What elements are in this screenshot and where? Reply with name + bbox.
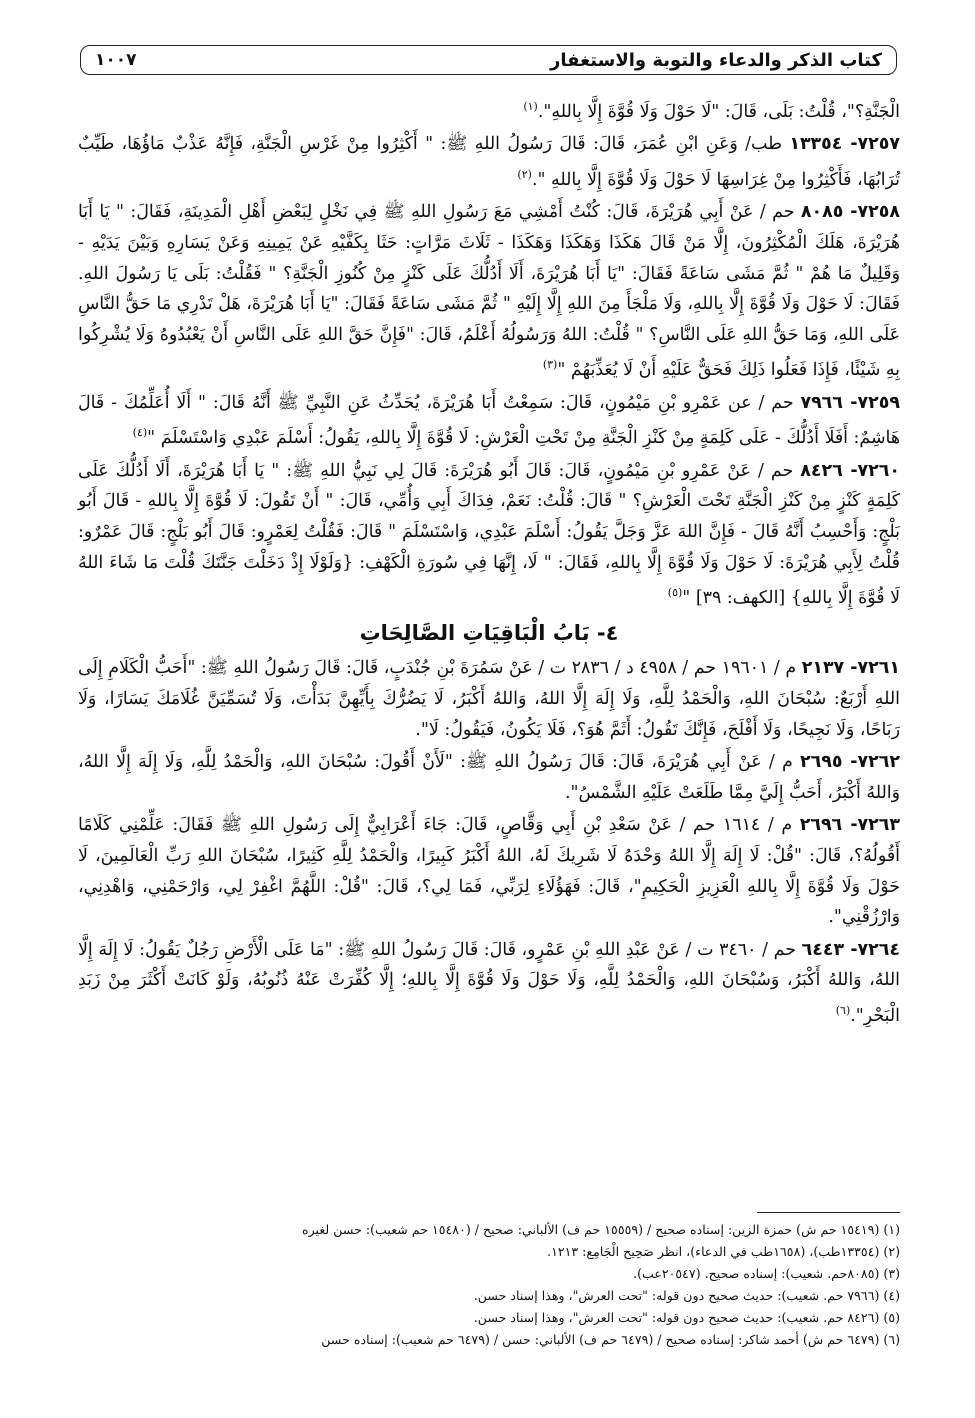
hadith-number: ٧٢٦٢- ٢٦٩٥ (800, 752, 900, 773)
hadith-paragraph (78, 456, 900, 614)
footnote-ref: (٣) (542, 358, 558, 372)
hadith-paragraph (78, 935, 900, 1032)
book-title: كتاب الذكر والدعاء والتوبة والاستغفار (550, 49, 882, 71)
hadith-number: ٧٢٦٤- ٦٤٤٣ (801, 939, 901, 960)
hadith-text: م / ١٩٦٠١ حم / ٤٩٥٨ د / ٢٨٣٦ ت / عَنْ سَمُرَةَ بْنِ جُنْدَبٍ، قَالَ: قَالَ رَسُولُ اللهِ ﷺ: "أَحَبُّ الْكَلَامِ إِلَى اللهِ أَرْبَعٌ: سُبْحَانَ اللهِ، وَالْحَمْدُ لِلَّهِ، وَلَا إِلَهَ إِلَّا اللهُ، وَاللهُ أَكْبَرُ، لَا يَضُرُّكَ بِأَيِّهِنَّ بَدَأْتَ، وَلَا تُسَمِّيَنَّ غُلَامَكَ يَسَارًا، وَلَا رَبَاحًا، وَلَا نَجِيحًا، وَلَا أَفْلَحَ، فَإِنَّكَ تَقُولُ: أَثَمَّ هُوَ؟، فَلَا يَكُونُ، فَيَقُولُ: لَا". (78, 658, 900, 740)
hadith-number: ٧٢٥٨- ٨٠٨٥ (800, 202, 900, 223)
hadith-number: ٧٢٦٠- ٨٤٢٦ (800, 460, 900, 481)
footnote: (٥) (٨٤٢٦ حم. شعيب): حديث صحيح دون قوله: "تحت العرش"، وهذا إسناد حسن. (473, 1310, 900, 1325)
footnote: (٢) (١٣٣٥٤طب)، (١٦٥٨طب في الدعاء)، انظر صَحِيح الْجَامِع: ١٢١٣. (547, 1244, 900, 1259)
hadith-paragraph (78, 197, 900, 385)
footnote-ref: (٦) (835, 1004, 851, 1018)
hadith-number: ٧٢٥٧- ١٣٣٥٤ (789, 134, 900, 155)
page-number: ١٠٠٧ (95, 50, 137, 70)
chapter-title: ٤- بَابُ الْبَاقِيَاتِ الصَّالِحَاتِ (359, 621, 619, 646)
page-body (78, 92, 900, 1033)
footnote-ref: (٥) (667, 586, 683, 600)
hadith-paragraph (78, 388, 900, 454)
hadith-paragraph (78, 747, 900, 808)
hadith-number: ٧٢٦١- ٢١٣٧ (801, 658, 900, 679)
footnote-divider (757, 1212, 900, 1213)
footnote: (٣) (٨٠٨٥حم. شعيب): إسناده صحيح. (٢٠٥٤٧عب). (633, 1266, 900, 1281)
footnote-ref: (٤) (132, 426, 148, 440)
footnote: (٦) (٦٤٧٩ حم ش) أحمد شاكر: إسناده صحيح / (٦٤٧٩ حم ف) الألباني: حسن / (٦٤٧٩ حم شعيب): إسناده حسن (321, 1332, 900, 1347)
footnotes (78, 1219, 900, 1351)
hadith-text: حم / عن عَمْرِو بْنِ مَيْمُونٍ، قَالَ: سَمِعْتُ أَبَا هُرَيْرَةَ، يُحَدِّثُ عَنِ النَّبِيِّ ﷺ أَنَّهُ قَالَ: " أَلَا أُعَلِّمُكَ - قَالَ هَاشِمٌ: أَفَلَا أَدُلُّكَ - عَلَى كَلِمَةٍ مِنْ كَنْزِ الْجَنَّةِ مِنْ تَحْتِ الْعَرْشِ: لَا قُوَّةَ إِلَّا بِاللهِ، يَقُولُ: أَسْلَمَ عَبْدِي وَاسْتَسْلَمَ " (78, 392, 900, 449)
hadith-paragraph (78, 92, 900, 127)
hadith-text: الْجَنَّةِ؟"، قُلْتُ: بَلَى، قَالَ: "لَا حَوْلَ وَلَا قُوَّةَ إِلَّا بِاللهِ". (537, 101, 900, 122)
hadith-number: ٧٢٦٣- ٢٦٩٦ (799, 815, 901, 836)
hadith-text: م / ١٦١٤ حم / عَنْ سَعْدِ بْنِ أَبِي وَقَّاصٍ، قَالَ: جَاءَ أَعْرَابِيٌّ إِلَى رَسُولِ اللهِ ﷺ فَقَالَ: عَلِّمْنِي كَلَامًا أَقُولُهُ؟، قَالَ: "قُلْ: لَا إِلَهَ إِلَّا اللهُ وَحْدَهُ لَا شَرِيكَ لَهُ، اللهُ أَكْبَرُ كَبِيرًا، وَالْحَمْدُ لِلَّهِ كَثِيرًا، سُبْحَانَ اللهِ رَبِّ الْعَالَمِينَ، لَا حَوْلَ وَلَا قُوَّةَ إِلَّا بِاللهِ الْعَزِيزِ الْحَكِيمِ"، قَالَ: فَهَؤُلَاءِ لِرَبِّي، فَمَا لِي؟، قَالَ: "قُلْ: اللَّهُمَّ اغْفِرْ لِي، وَارْحَمْنِي، وَاهْدِنِي، وَارْزُقْنِي". (78, 815, 900, 928)
hadith-text: م / عَنْ أَبِي هُرَيْرَةَ، قَالَ: قَالَ رَسُولُ اللهِ ﷺ: "لَأَنْ أَقُولَ: سُبْحَانَ اللهِ، وَالْحَمْدُ لِلَّهِ، وَلَا إِلَهَ إِلَّا اللهُ، وَاللهُ أَكْبَرُ، أَحَبُّ إِلَيَّ مِمَّا طَلَعَتْ عَلَيْهِ الشَّمْسُ". (78, 752, 900, 803)
footnote: (٤) (٧٩٦٦ حم. شعيب): حديث صحيح دون قوله: "تحت العرش"، وهذا إسناد حسن. (473, 1288, 900, 1303)
footnote-ref: (٢) (517, 167, 532, 181)
footnote-ref: (١) (523, 100, 538, 113)
hadith-text: حم / عَنْ أَبِي هُرَيْرَةَ، قَالَ: كُنْتُ أَمْشِي مَعَ رَسُولِ اللهِ ﷺ فِي نَخْلٍ لِبَعْضِ أَهْلِ الْمَدِينَةِ، فَقَالَ: " يَا أَبَا هُرَيْرَةَ، هَلَكَ الْمُكْثِرُونَ، إِلَّا مَنْ قَالَ هَكَذَا وَهَكَذَا وَهَكَذَا - ثَلَاثَ مَرَّاتٍ: حَثَا بِكَفَّيْهِ عَنْ يَمِينِهِ وَعَنْ يَسَارِهِ وَبَيْنَ يَدَيْهِ - وَقَلِيلٌ مَا هُمْ " ثُمَّ مَشَى سَاعَةً فَقَالَ: "يَا أَبَا هُرَيْرَةَ، أَلَا أَدُلُّكَ عَلَى كَنْزٍ مِنْ كُنُوزِ الْجَنَّةِ؟ " فَقُلْتُ: بَلَى يَا رَسُولَ اللهِ. فَقَالَ: لَا حَوْلَ وَلَا قُوَّةَ إِلَّا بِاللهِ، وَلَا مَلْجَأَ مِنَ اللهِ إِلَّا إِلَيْهِ " ثُمَّ مَشَى سَاعَةً فَقَالَ: "يَا أَبَا هُرَيْرَةَ، هَلْ تَدْرِي مَا حَقُّ النَّاسِ عَلَى اللهِ، وَمَا حَقُّ اللهِ عَلَى النَّاسِ؟ " قُلْتُ: اللهُ وَرَسُولُهُ أَعْلَمُ، قَالَ: "فَإِنَّ حَقَّ اللهِ عَلَى النَّاسِ أَنْ يَعْبُدُوهُ وَلَا يُشْرِكُوا بِهِ شَيْئًا، فَإِذَا فَعَلُوا ذَلِكَ فَحَقٌّ عَلَيْهِ أَنْ لَا يُعَذِّبَهُمْ " (78, 202, 900, 381)
hadith-paragraph (78, 653, 900, 745)
page-header (80, 45, 897, 75)
hadith-text: حم / عَنْ عَمْرِو بْنِ مَيْمُونٍ، قَالَ: قَالَ أَبُو هُرَيْرَةَ: قَالَ لِي نَبِيُّ اللهِ ﷺ: " يَا أَبَا هُرَيْرَةَ، أَلَا أَدُلُّكَ عَلَى كَلِمَةٍ كَنْزٍ مِنْ كَنْزِ الْجَنَّةِ تَحْتَ الْعَرْشِ؟ " قَالَ: قُلْتُ: نَعَمْ، فِدَاكَ أَبِي وَأُمِّي، قَالَ: " أَنْ تَقُولَ: لَا قُوَّةَ إِلَّا بِاللهِ - قَالَ أَبُو بَلْجٍ: وَأَحْسِبُ أَنَّهُ قَالَ - فَإِنَّ اللهَ عَزَّ وَجَلَّ يَقُولُ: أَسْلَمَ عَبْدِي، وَاسْتَسْلَمَ " قَالَ: فَقُلْتُ لِعَمْرٍو: قَالَ أَبُو بَلْجٍ: قَالَ عَمْرٌو: قُلْتُ لِأَبِي هُرَيْرَةَ: لَا حَوْلَ وَلَا قُوَّةَ إِلَّا بِاللهِ، فَقَالَ: " لَا، إِنَّهَا فِي سُورَةِ الْكَهْفِ: {وَلَوْلَا إِذْ دَخَلْتَ جَنَّتَكَ قُلْتَ مَا شَاءَ اللهُ لَا قُوَّةَ إِلَّا بِاللهِ} [الكهف: ٣٩] " (78, 460, 900, 608)
hadith-paragraph (78, 810, 900, 932)
hadith-number: ٧٢٥٩- ٧٩٦٦ (800, 392, 900, 413)
hadith-text: طب/ وَعَنِ ابْنِ عُمَرَ، قَالَ: قَالَ رَسُولُ اللهِ ﷺ: " أَكْثِرُوا مِنْ غَرْسِ الْجَنَّةِ، فَإِنَّهُ عَذْبٌ مَاؤُهَا، طَيِّبٌ تُرَابُهَا، فَأَكْثِرُوا مِنْ غِرَاسِهَا لَا حَوْلَ وَلَا قُوَّةَ إِلَّا بِاللهِ ". (78, 134, 900, 190)
hadith-text: حم / ٣٤٦٠ ت / عَنْ عَبْدِ اللهِ بْنِ عَمْرٍو، قَالَ: قَالَ رَسُولُ اللهِ ﷺ: "مَا عَلَى الْأَرْضِ رَجُلٌ يَقُولُ: لَا إِلَهَ إِلَّا اللهُ، وَاللهُ أَكْبَرُ، وَسُبْحَانَ اللهِ، وَالْحَمْدُ لِلَّهِ، وَلَا حَوْلَ وَلَا قُوَّةَ إِلَّا بِاللهِ؛ إِلَّا كُفِّرَتْ عَنْهُ ذُنُوبُهُ، وَلَوْ كَانَتْ أَكْثَرَ مِنْ زَبَدِ الْبَحْرِ". (78, 939, 900, 1026)
hadith-paragraph (78, 129, 900, 195)
footnote: (١) (١٥٤١٩ حم ش) حمزة الزين: إسناده صحيح / (١٥٥٥٩ حم ف) الألباني: صحيح / (١٥٤٨٠ حم شعيب): حسن لغيره (302, 1222, 900, 1237)
